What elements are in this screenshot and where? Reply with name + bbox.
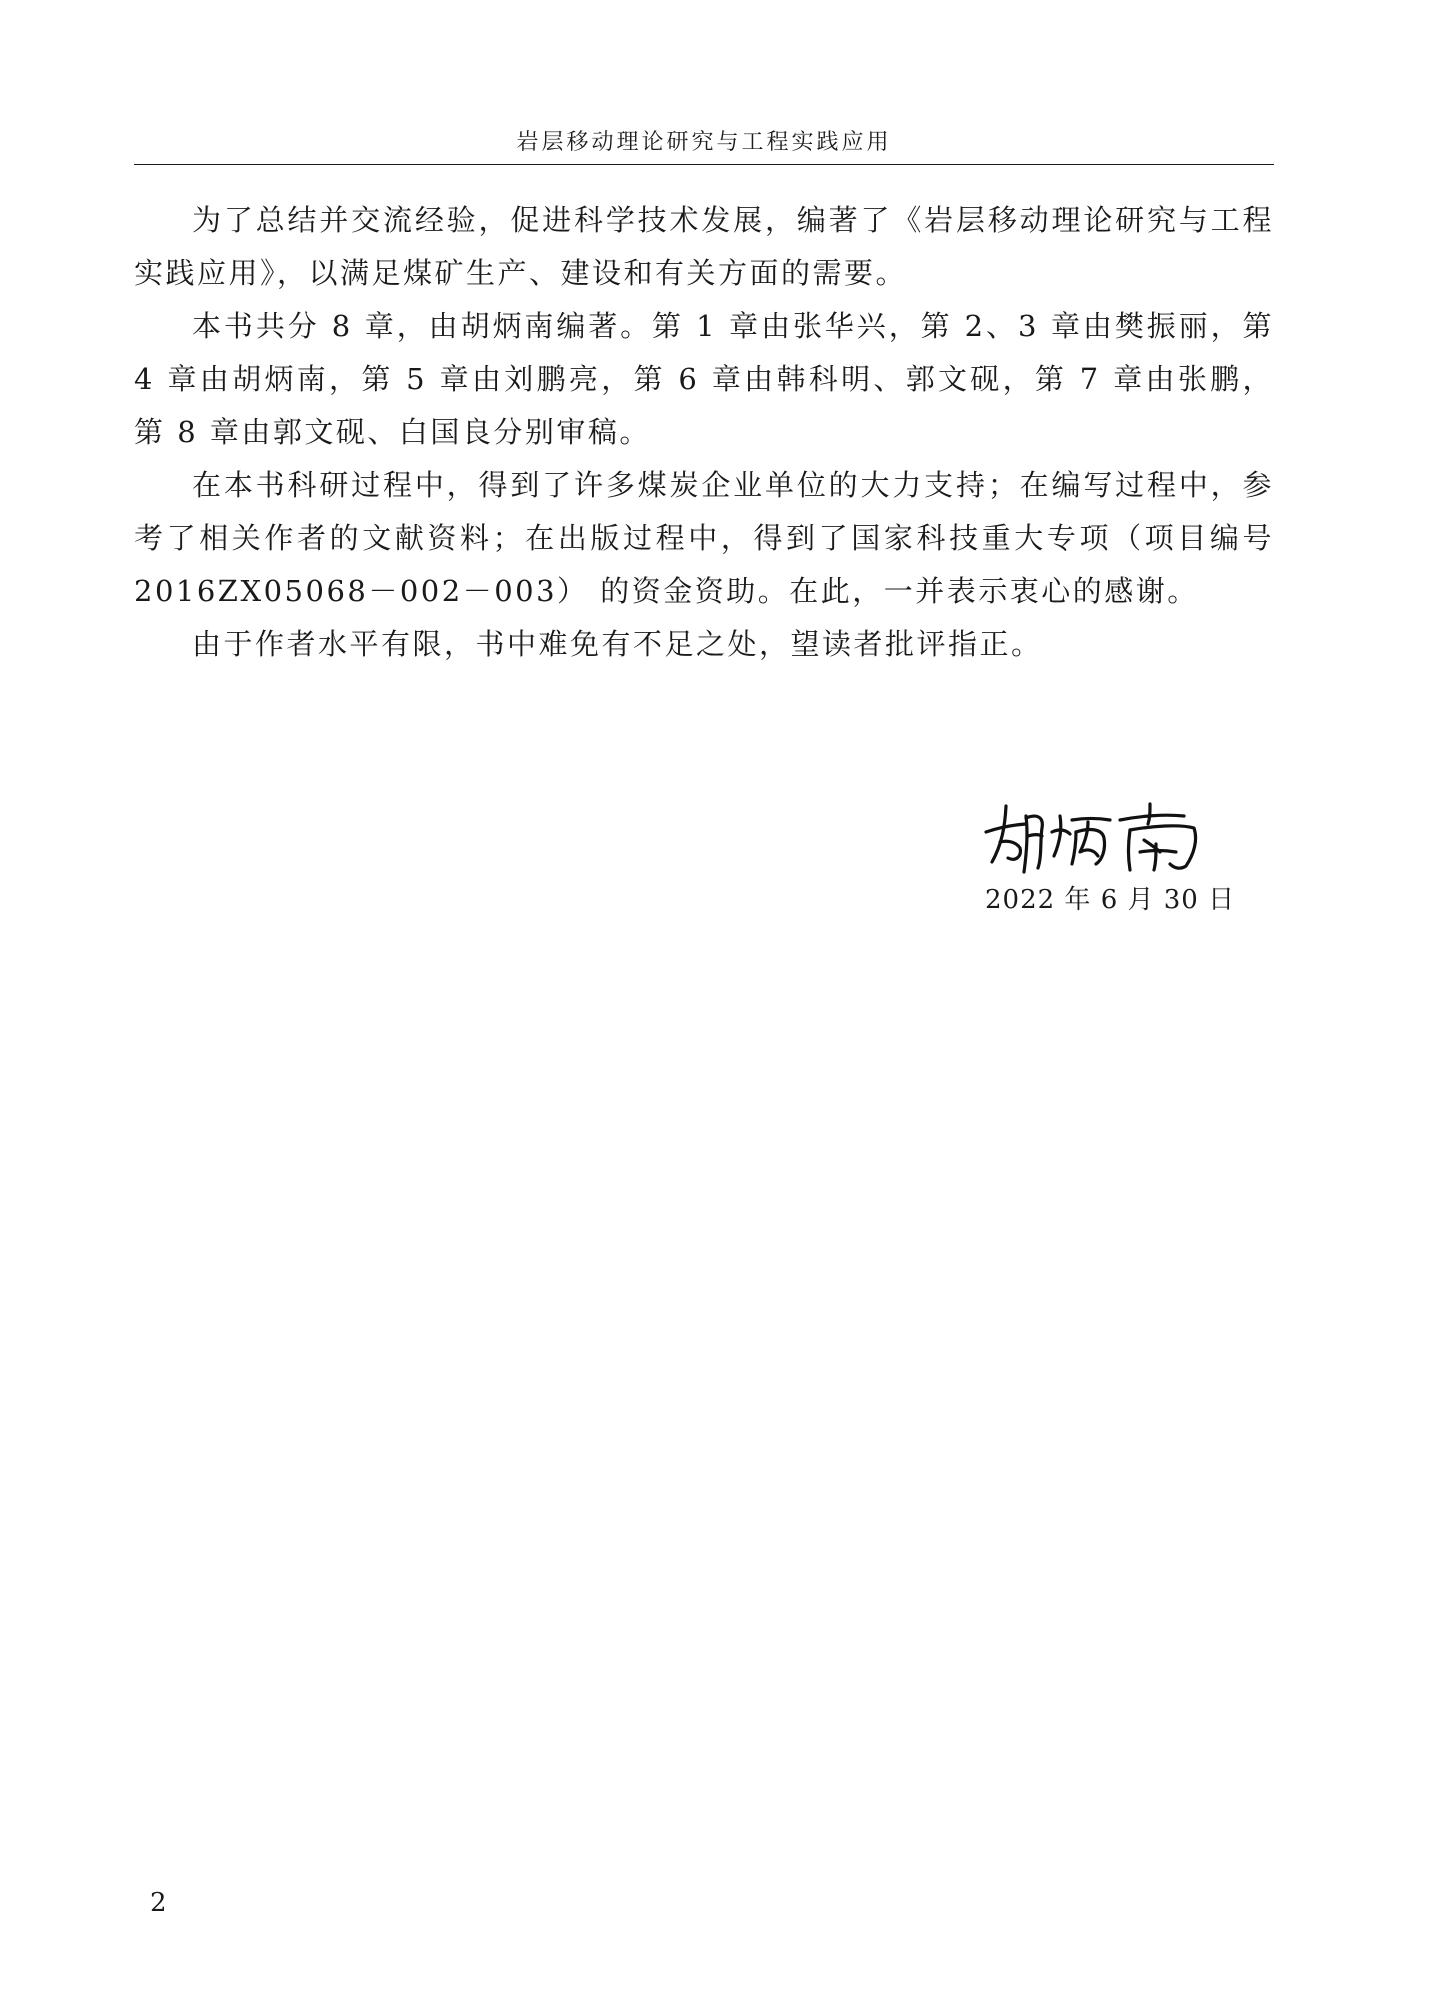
paragraph-disclaimer: 由于作者水平有限，书中难免有不足之处，望读者批评指正。	[192, 627, 1043, 661]
running-header-title: 岩层移动理论研究与工程实践应用	[516, 130, 892, 155]
paragraph-acknowledgements: 在本书科研过程中，得到了许多煤炭企业单位的大力支持；在编写过程中，参考了相关作者的文献资料；在出版过程中，得到了国家科技重大专项（项目编号 2016ZX05068－002－003） 的资金资助。在此，一并表示衷心的感谢。	[134, 468, 1274, 608]
page-number: 2	[150, 1888, 167, 1918]
paragraph-purpose: 为了总结并交流经验，促进科学技术发展，编著了《岩层移动理论研究与工程实践应用》，以满足煤矿生产、建设和有关方面的需要。	[134, 203, 1274, 290]
signature-date: 2022 年 6 月 30 日	[985, 885, 1236, 915]
preface-body	[134, 194, 1274, 671]
handwritten-signature	[980, 798, 1210, 878]
header-rule	[134, 164, 1274, 165]
paragraph-chapters-reviewers: 本书共分 8 章，由胡炳南编著。第 1 章由张华兴，第 2、3 章由樊振丽，第 4 章由胡炳南，第 5 章由刘鹏亮，第 6 章由韩科明、郭文砚，第 7 章由张鹏，第 8 章由郭文砚、白国良分别审稿。	[134, 309, 1274, 449]
